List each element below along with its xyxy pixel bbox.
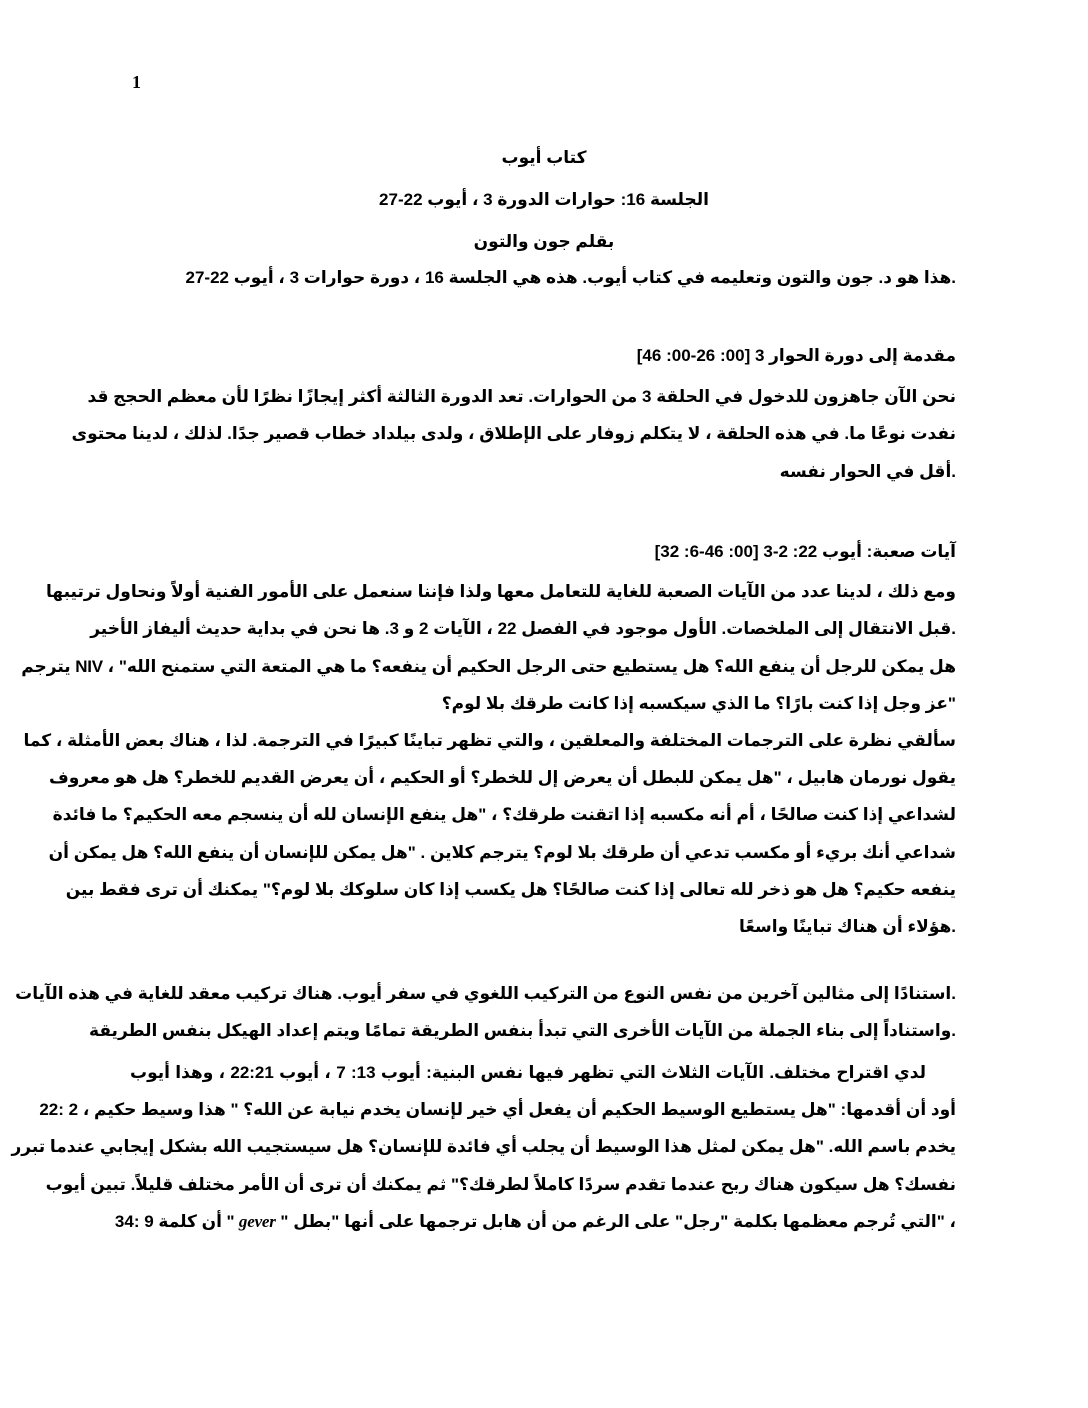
section-heading: مقدمة إلى دورة الحوار 3 [00: 26-00: 46] (636, 346, 956, 365)
book-title: كتاب أيوب (501, 148, 587, 167)
text-segment: ، "التي تُرجم معظمها بكلمة "رجل" على الرغم من أن هابل ترجمها على أنها "بطل " (275, 1212, 956, 1231)
paragraph-line-last (114, 1212, 956, 1232)
paragraph-line: "عز وجل إذا كنت بارًا؟ ما الذي سيكسبه إذا كانت طرقك بلا لوم؟ (441, 694, 956, 713)
session-title: الجلسة 16: حوارات الدورة 3 ، أيوب 22-27 (379, 190, 709, 209)
paragraph-line: لشداعي إذا كنت صالحًا ، أم أنه مكسبه إذا اتقنت طرقك؟ ، "هل ينفع الإنسان لله أن ينسجم معه الحكيم؟ ما فائدة (52, 805, 956, 824)
paragraph-line: أود أن أقدمها: "هل يستطيع الوسيط الحكيم أن يفعل أي خير لإنسان يخدم نيابة عن الله؟ " هذا وسيط حكيم ، 2 :22 (39, 1100, 956, 1119)
paragraph-line: .قبل الانتقال إلى الملخصات. الأول موجود في الفصل 22 ، الآيات 2 و 3. ها نحن في بداية حديث أليفاز الأخير (90, 619, 956, 638)
paragraph-line: شداعي أنك بريء أو مكسب تدعي أن طرقك بلا لوم؟ يترجم كلاين . "هل يمكن للإنسان أن ينفع الله؟ هل يمكن أن (48, 843, 956, 862)
paragraph-line: يقول نورمان هابيل ، "هل يمكن للبطل أن يعرض إل للخطر؟ أو الحكيم ، أن يعرض القديم للخطر؟ هل هو معروف (49, 768, 956, 787)
author-line: بقلم جون والتون (473, 232, 615, 251)
paragraph-line: هل يمكن للرجل أن ينفع الله؟ هل يستطيع حتى الرجل الحكيم أن ينفعه؟ ما هي المتعة التي ستمنح الله" ، NIV يترجم (21, 657, 956, 676)
paragraph-line: نحن الآن جاهزون للدخول في الحلقة 3 من الحوارات. تعد الدورة الثالثة أكثر إيجازًا نظرًا لأن معظم الحجج قد (87, 387, 956, 406)
text-segment: " أن كلمة 9 :34 (114, 1212, 239, 1231)
intro-line: .هذا هو د. جون والتون وتعليمه في كتاب أيوب. هذه هي الجلسة 16 ، دورة حوارات 3 ، أيوب 22-27 (185, 268, 956, 287)
paragraph-line: ينفعه حكيم؟ هل هو ذخر لله تعالى إذا كنت صالحًا؟ هل يكسب إذا كان سلوكك بلا لوم؟" يمكنك أن ترى فقط بين (65, 880, 956, 899)
paragraph-line: نفدت نوعًا ما. في هذه الحلقة ، لا يتكلم زوفار على الإطلاق ، ولدى بيلداد خطاب قصير جدًا. لذلك ، لدينا محتوى (71, 424, 956, 443)
paragraph-line: .استنادًا إلى مثالين آخرين من نفس النوع من التركيب اللغوي في سفر أيوب. هناك تركيب معقد للغاية في هذه الآيات (15, 984, 956, 1003)
section-heading: آيات صعبة: أيوب 22: 2-3 [00: 46-6: 32] (654, 542, 956, 561)
paragraph-line: نفسك؟ هل سيكون هناك ربح عندما تقدم سردًا كاملاً لطرقك؟" ثم يمكنك أن ترى أن الأمر مختلف قليلاً. تبين أيوب (45, 1175, 956, 1194)
paragraph-line: .واستناداً إلى بناء الجملة من الآيات الأخرى التي تبدأ بنفس الطريقة تمامًا ويتم إعداد الهيكل بنفس الطريقة (89, 1021, 956, 1040)
paragraph-line: .هؤلاء أن هناك تباينًا واسعًا (739, 917, 956, 936)
paragraph-line: سألقي نظرة على الترجمات المختلفة والمعلقين ، والتي تظهر تباينًا كبيرًا في الترجمة. لذا ، هناك بعض الأمثلة ، كما (23, 731, 956, 750)
paragraph-line: لدي اقتراح مختلف. الآيات الثلاث التي تظهر فيها نفس البنية: أيوب 13: 7 ، أيوب 22:21 ، وهذا أيوب (130, 1063, 926, 1082)
paragraph-line: ومع ذلك ، لدينا عدد من الآيات الصعبة للغاية للتعامل معها ولذا فإننا سنعمل على الأمور الفنية أولاً ونحاول ترتيبها (45, 582, 956, 601)
hebrew-term: gever (238, 1212, 276, 1231)
paragraph-line: .أقل في الحوار نفسه (779, 462, 956, 481)
paragraph-line: يخدم باسم الله. "هل يمكن لمثل هذا الوسيط أن يجلب أي فائدة للإنسان؟ هل سيستجيب الله بشكل إيجابي عندما تبرر (11, 1137, 956, 1156)
page-number: 1 (132, 72, 141, 92)
